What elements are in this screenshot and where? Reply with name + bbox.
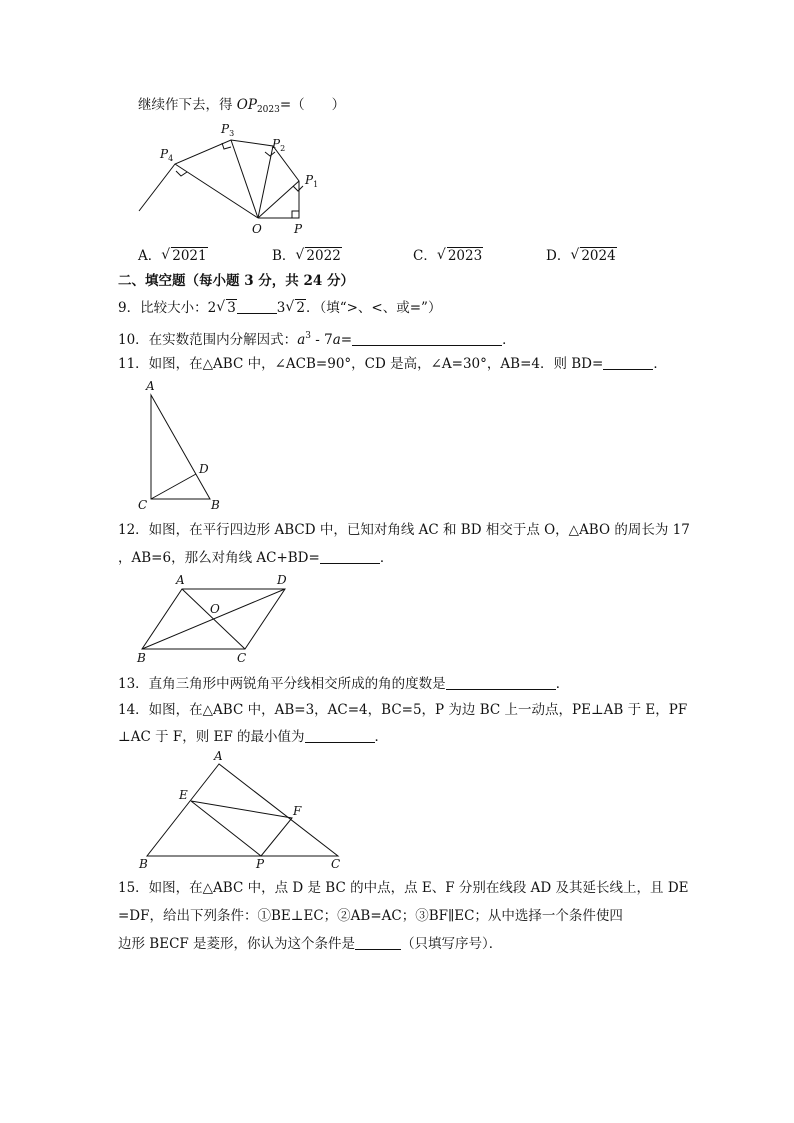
- q8-op-symbol: OP: [236, 97, 257, 113]
- q9-a-coef: 2: [207, 300, 217, 316]
- section-title: 二、填空题（每小题 3 分，共 24 分）: [118, 273, 354, 289]
- label-p2: $P_2$: [272, 137, 286, 153]
- label-o: O: [252, 222, 262, 236]
- q10-end: ．: [502, 332, 516, 348]
- option-a-letter: A．: [138, 248, 162, 264]
- q10-text: 10．在实数范围内分解因式：: [118, 332, 298, 348]
- q15-end: （只填写序号）．: [401, 936, 503, 952]
- q11-text: 11．如图，在△ABC 中，∠ACB=90°，CD 是高，∠A=30°，AB=4．则 BD=: [118, 356, 604, 372]
- label-a: A: [176, 573, 185, 587]
- q8-continue-text: 继续作下去，得: [138, 97, 237, 113]
- q10-var-a2: a: [332, 332, 341, 348]
- q15-text: 边形 BECF 是菱形，你认为这个条件是: [118, 936, 356, 952]
- option-a-radicand: 2021: [172, 248, 207, 264]
- q15-answer-blank[interactable]: [355, 936, 401, 950]
- option-b-letter: B．: [272, 248, 296, 264]
- q10-expr-rest: - 7: [310, 332, 333, 348]
- question-15-line1: 15．如图，在△ABC 中，点 D 是 BC 的中点，点 E、F 分别在线段 AD 及其延长线上，且 DE: [118, 880, 689, 896]
- option-d-radicand: 2024: [581, 248, 616, 264]
- label-b: B: [139, 857, 148, 871]
- label-d: D: [199, 462, 209, 476]
- q9-a-radicand: 3: [227, 300, 236, 316]
- label-p: P: [294, 222, 303, 236]
- q13-end: ．: [555, 676, 570, 692]
- q9-tail: ．（填“>、<、或=”）: [305, 300, 442, 316]
- q10-exponent: 3: [305, 331, 311, 341]
- label-d: D: [277, 573, 287, 587]
- q12-end: ．: [379, 550, 394, 566]
- label-a: A: [214, 749, 223, 763]
- question-14-line1: 14．如图，在△ABC 中，AB=3，AC=4，BC=5，P 为边 BC 上一动点，PE⊥AB 于 E，PF: [118, 702, 688, 718]
- q10-equals: =: [340, 332, 353, 348]
- question-15-line2: =DF，给出下列条件：①BE⊥EC；②AB=AC；③BF∥EC；从中选择一个条件使四: [118, 908, 623, 924]
- q11-end: ．: [653, 356, 667, 372]
- q10-var-a: a: [297, 332, 306, 348]
- label-p4: $P_4$: [160, 147, 174, 163]
- label-a: A: [146, 379, 155, 393]
- option-b-radicand: 2022: [306, 248, 341, 264]
- label-b: B: [137, 651, 146, 665]
- label-c: C: [237, 651, 247, 665]
- option-c-radicand: 2023: [447, 248, 483, 264]
- question-15-line3: [118, 935, 502, 953]
- question-12-line1: 12．如图，在平行四边形 ABCD 中，已知对角线 AC 和 BD 相交于点 O，△ABO 的周长为 17: [118, 522, 690, 538]
- label-p1: $P_1$: [305, 173, 319, 189]
- q8-op-tail: =（ ）: [279, 97, 346, 113]
- q9-b-coef: 3: [276, 300, 286, 316]
- label-p3: $P_3$: [221, 122, 235, 138]
- label-o: O: [210, 602, 220, 616]
- q9-b-radicand: 2: [296, 300, 305, 316]
- label-c: C: [331, 857, 341, 871]
- option-d-letter: D．: [546, 248, 571, 264]
- q9-text: 9．比较大小：: [118, 300, 208, 316]
- q14-text: ⊥AC 于 F，则 EF 的最小值为: [118, 729, 305, 745]
- label-b: B: [211, 498, 220, 512]
- q12-text: ，AB=6，那么对角线 AC+BD=: [118, 550, 320, 566]
- label-f: F: [293, 804, 302, 818]
- label-e: E: [179, 788, 188, 802]
- q14-end: ．: [374, 729, 389, 745]
- q13-text: 13．直角三角形中两锐角平分线相交所成的角的度数是: [118, 676, 446, 692]
- option-c-letter: C．: [413, 248, 437, 264]
- q8-op-subscript: 2023: [256, 105, 280, 115]
- label-p: P: [256, 857, 265, 871]
- label-c: C: [138, 498, 148, 512]
